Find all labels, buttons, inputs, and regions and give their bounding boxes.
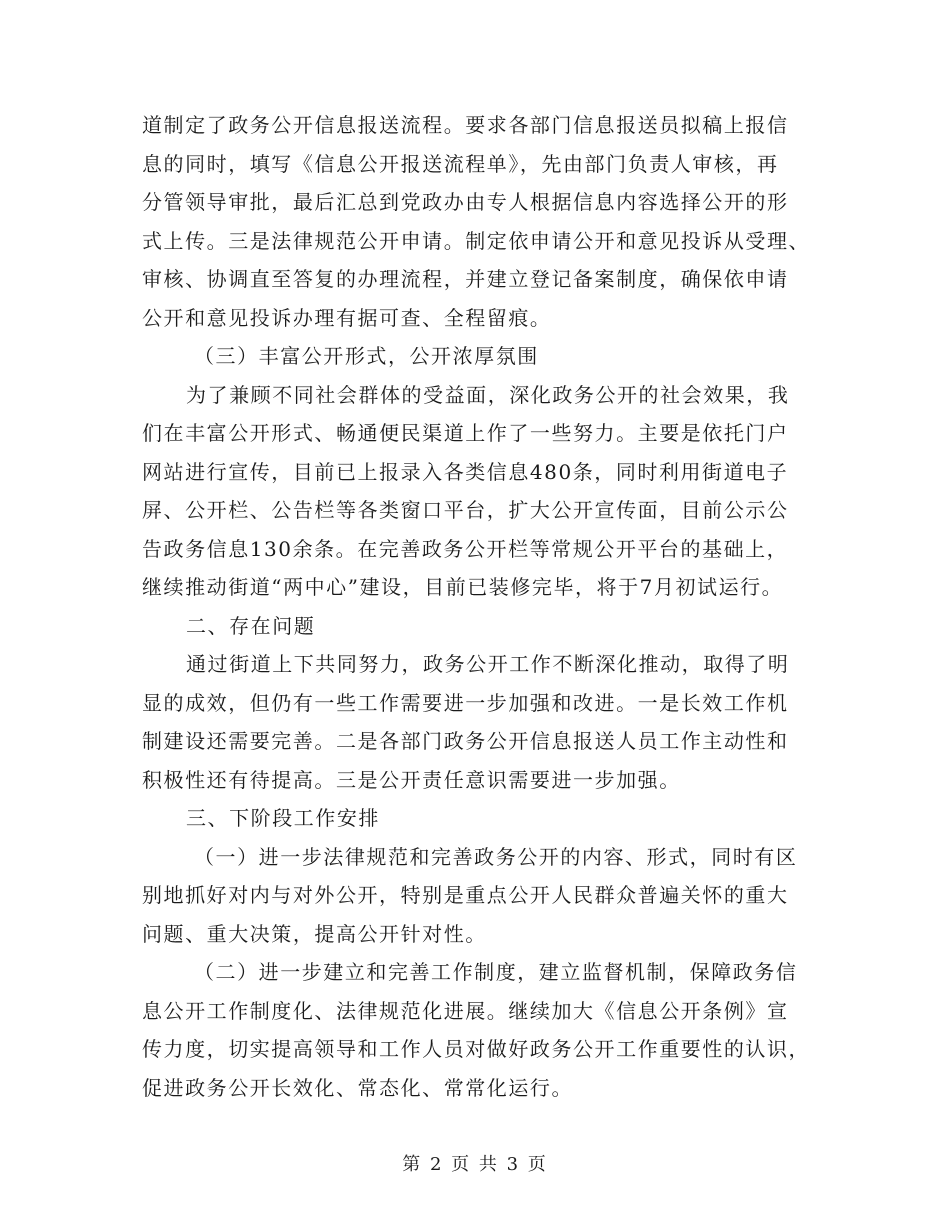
text-line: 们在丰富公开形式、畅通便民渠道上作了一些努力。主要是依托门户	[142, 421, 789, 445]
text-line: 息的同时，填写《信息公开报送流程单》，先由部门负责人审核，再	[142, 151, 779, 176]
text-line: 制建设还需要完善。二是各部门政务公开信息报送人员工作主动性和	[142, 729, 789, 753]
document-body	[142, 106, 814, 1107]
text-line: 审核、协调直至答复的办理流程，并建立登记备案制度，确保依申请	[142, 267, 789, 291]
text-line: 式上传。三是法律规范公开申请。制定依申请公开和意见投诉从受理、	[142, 228, 811, 253]
section-heading-problems: 二、存在问题	[186, 613, 316, 638]
text-line: 别地抓好对内与对外公开，特别是重点公开人民群众普遍关怀的重大	[142, 883, 789, 907]
text-line: 公开和意见投诉办理有据可查、全程留痕。	[142, 305, 552, 330]
text-line: 通过街道上下共同努力，政务公开工作不断深化推动，取得了明	[186, 652, 790, 676]
text-line: 传力度，切实提高领导和工作人员对做好政务公开工作重要性的认识，	[142, 1037, 811, 1061]
section-heading-3: （三）丰富公开形式，公开浓厚氛围	[194, 344, 539, 368]
text-line: 道制定了政务公开信息报送流程。要求各部门信息报送员拟稿上报信	[142, 113, 789, 137]
text-line: 网站进行宣传，目前已上报录入各类信息480条，同时利用街道电子	[142, 459, 789, 484]
text-line: 分管领导审批，最后汇总到党政办由专人根据信息内容选择公开的形	[142, 190, 789, 214]
text-line: 问题、重大决策，提高公开针对性。	[142, 921, 487, 946]
text-line: （二）进一步建立和完善工作制度，建立监督机制，保障政务信	[194, 960, 798, 984]
text-line: 息公开工作制度化、法律规范化进展。继续加大《信息公开条例》宣	[142, 998, 789, 1023]
text-line: 积极性还有待提高。三是公开责任意识需要进一步加强。	[142, 767, 681, 792]
section-heading-next-steps: 三、下阶段工作安排	[186, 806, 380, 830]
page-number: 第 2 页 共 3 页	[402, 1154, 548, 1175]
text-line: 继续推动街道“两中心”建设，目前已装修完毕，将于7月初试运行。	[142, 575, 784, 599]
text-line: 显的成效，但仍有一些工作需要进一步加强和改进。一是长效工作机	[142, 690, 789, 715]
text-line: 告政务信息130余条。在完善政务公开栏等常规公开平台的基础上，	[142, 536, 789, 561]
text-line: （一）进一步法律规范和完善政务公开的内容、形式，同时有区	[194, 844, 798, 869]
text-line: 为了兼顾不同社会群体的受益面，深化政务公开的社会效果，我	[186, 382, 790, 407]
text-line: 促进政务公开长效化、常态化、常常化运行。	[142, 1075, 573, 1100]
text-line: 屏、公开栏、公告栏等各类窗口平台，扩大公开宣传面，目前公示公	[142, 498, 789, 522]
